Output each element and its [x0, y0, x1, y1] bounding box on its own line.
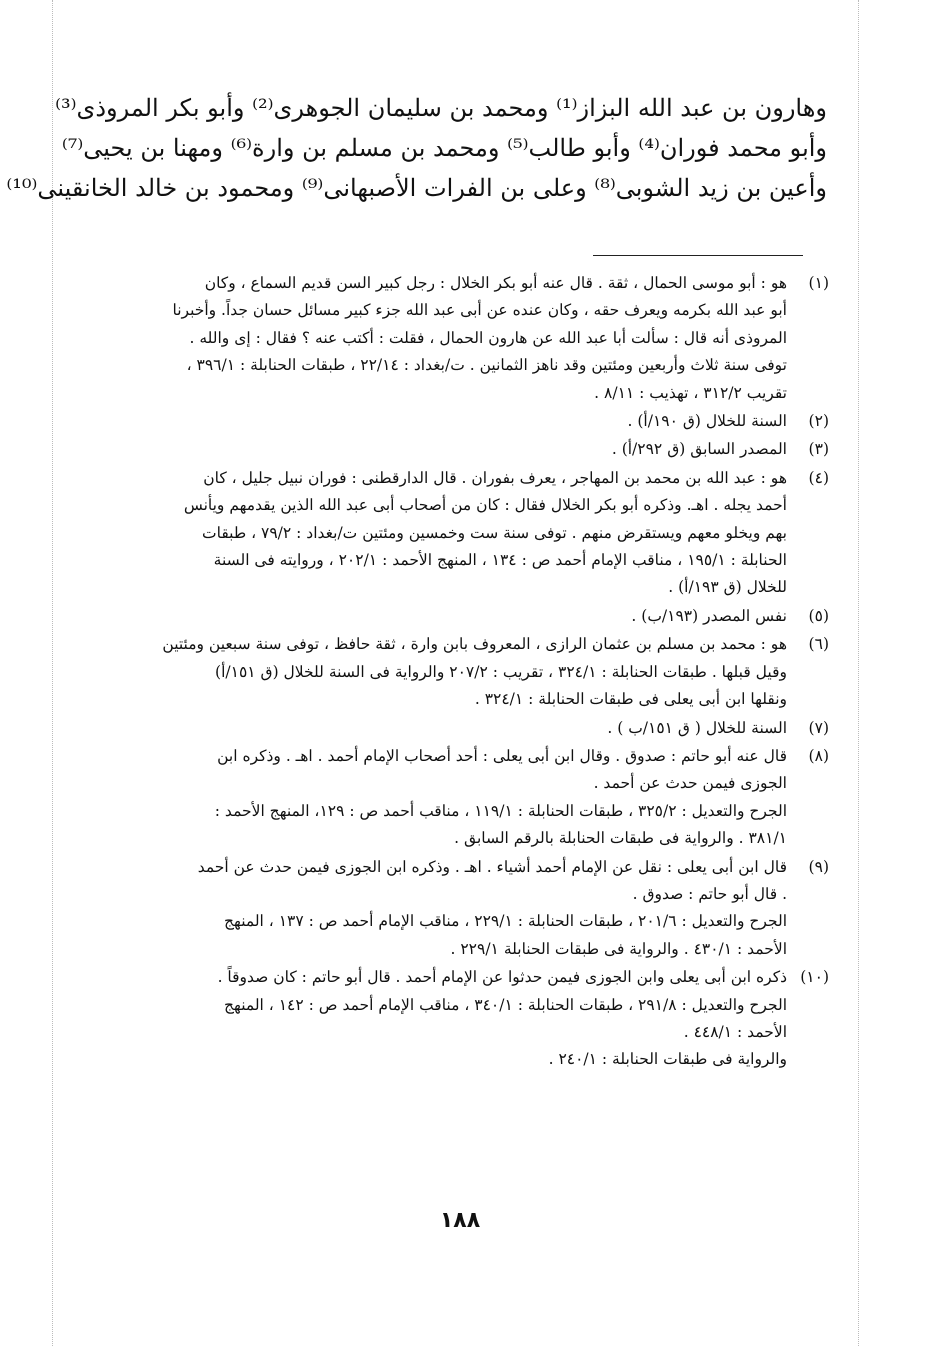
footnote-line: للخلال (ق ١٩٣/أ) .	[668, 578, 787, 597]
footnote-number: (٢)	[808, 412, 829, 431]
footnote-separator	[593, 255, 803, 256]
footnote-body	[94, 270, 787, 407]
scan-margin-line	[858, 0, 859, 1346]
footnote-line: المصدر السابق (ق ٢٩٢/أ) .	[611, 440, 787, 459]
footnote-body	[94, 743, 787, 853]
footnote-body	[94, 964, 787, 1074]
footnote-line: هو : أبو موسى الحمال ، ثقة . قال عنه أبو بكر الخلال : رجل كبير السن قديم السماع ، وكان	[204, 274, 787, 292]
footnote-line: ونقلها ابن أبى يعلى فى طبقات الحنابلة : ٣٢٤/١ .	[474, 690, 787, 709]
footnote-body	[94, 436, 787, 463]
footnote-line: . قال أبو حاتم : صدوق .	[632, 884, 787, 903]
footnote	[94, 743, 829, 853]
footnote-body	[94, 408, 787, 435]
page-number: ١٨٨	[439, 1208, 481, 1233]
footnotes	[94, 270, 829, 1075]
footnote	[94, 436, 829, 463]
main-text-line: وأعين بن زيد الشوبى⁽⁸⁾ وعلى بن الفرات الأصبهانى⁽⁹⁾ ومحمود بن خالد الخانقينى⁽¹⁰⁾	[6, 174, 827, 202]
footnote-line: والرواية فى طبقات الحنابلة : ٢٤٠/١ .	[548, 1050, 787, 1069]
footnote-line: هو : محمد بن مسلم بن عثمان الرازى ، المعروف بابن وارة ، ثقة حافظ ، توفى سنة سبعين ومئتين	[162, 635, 787, 654]
footnote-line: الجوزى فيمن حدث عن أحمد .	[593, 774, 787, 793]
footnote-body	[94, 854, 787, 964]
footnote-line: نفس المصدر (١٩٣/ب) .	[631, 606, 787, 625]
footnote	[94, 465, 829, 602]
footnote-line: السنة للخلال (ق ١٩٠/أ) .	[627, 412, 787, 431]
footnote-line: السنة للخلال ( ق ١٥١/ب ) .	[607, 718, 787, 737]
footnote-line: الجرح والتعديل : ٣٢٥/٢ ، طبقات الحنابلة : ١١٩/١ ، مناقب أحمد ص : ١٢٩، المنهج الأحمد :	[214, 801, 787, 820]
footnote-line: أبو عبد الله بكرمه ويعرف حقه ، وكان عنده عن أبى عبد الله جزء كبير مسائل حسان جداً. وأخبرنا	[172, 301, 787, 320]
footnote	[94, 964, 829, 1074]
footnote-line: الأحمد : ٤٣٠/١ . والرواية فى طبقات الحنابلة ٢٢٩/١ .	[450, 939, 787, 958]
footnote-number: (١)	[808, 274, 829, 292]
footnote-line: ذكره ابن أبى يعلى وابن الجوزى فيمن حدثوا عن الإمام أحمد . قال أبو حاتم : كان صدوقاً .	[217, 968, 787, 987]
footnote	[94, 854, 829, 964]
footnote-line: الجرح والتعديل : ٢٠١/٦ ، طبقات الحنابلة : ٢٢٩/١ ، مناقب الإمام أحمد ص : ١٣٧ ، المنهج	[224, 912, 787, 931]
footnote-line: قال عنه أبو حاتم : صدوق . وقال ابن أبى يعلى : أحد أصحاب الإمام أحمد . اهـ . وذكره ابن	[217, 746, 787, 765]
footnote	[94, 408, 829, 435]
footnote-body	[94, 603, 787, 630]
main-text	[6, 88, 827, 208]
footnote-number: (١٠)	[800, 968, 829, 987]
footnote-line: توفى سنة ثلاث وأربعين ومئتين وقد ناهز الثمانين . ت/بغداد : ٢٢/١٤ ، طبقات الحنابلة : ٣٩٦/١ ،	[186, 356, 787, 375]
footnote	[94, 603, 829, 630]
footnote-number: (٨)	[808, 746, 829, 765]
footnote-number: (٤)	[808, 468, 829, 487]
footnote-body	[94, 465, 787, 602]
footnote-number: (٦)	[808, 635, 829, 654]
footnote-line: قال ابن أبى يعلى : نقل عن الإمام أحمد أشياء . اهـ . وذكره ابن الجوزى فيمن حدث عن أحمد	[197, 857, 787, 876]
footnote-body	[94, 715, 787, 742]
footnote-line: أحمد يجله . اهـ. وذكره أبو بكر الخلال فقال : كان من أصحاب أبى عبد الله الذين يقدمهم ويأنس	[183, 496, 787, 515]
footnote	[94, 715, 829, 742]
footnote-line: هو : عبد الله بن محمد بن المهاجر ، يعرف بفوران . قال الدارقطنى : فوران نبيل جليل ، كان	[203, 468, 787, 487]
main-text-line: وأبو محمد فوران⁽⁴⁾ وأبو طالب⁽⁵⁾ ومحمد بن مسلم بن وارة⁽⁶⁾ ومهنا بن يحيى⁽⁷⁾	[61, 134, 827, 162]
main-text-line: وهارون بن عبد الله البزاز⁽¹⁾ ومحمد بن سليمان الجوهرى⁽²⁾ وأبو بكر المروذى⁽³⁾	[55, 94, 827, 122]
footnote-number: (٥)	[808, 606, 829, 625]
footnote-line: الجرح والتعديل : ٢٩١/٨ ، طبقات الحنابلة : ٣٤٠/١ ، مناقب الإمام أحمد ص : ١٤٢ ، المنهج	[224, 995, 787, 1014]
footnote-line: تقريب ٣١٢/٢ ، تهذيب : ٨/١١ .	[594, 383, 787, 402]
footnote-number: (٧)	[808, 718, 829, 737]
footnote-body	[94, 631, 787, 713]
footnote-line: بهم ويخلو معهم ويستقرض منهم . توفى سنة ست وخمسين ومئتين ت/بغداد : ٧٩/٢ ، طبقات	[202, 523, 787, 542]
footnote	[94, 631, 829, 713]
footnote-number: (٣)	[808, 440, 829, 459]
footnote-line: الأحمد : ٤٤٨/١ .	[683, 1022, 787, 1041]
footnote-line: ٣٨١/١ . والرواية فى طبقات الحنابلة بالرقم السابق .	[454, 829, 787, 848]
footnote	[94, 270, 829, 407]
footnote-line: الحنابلة : ١٩٥/١ ، مناقب الإمام أحمد ص : ١٣٤ ، المنهج الأحمد : ٢٠٢/١ ، وروايته فى السنة	[213, 551, 787, 570]
footnote-line: المروذى أنه قال : سألت أبا عبد الله عن هارون الحمال ، فقلت : أكتب عنه ؟ فقال : إى والله .	[189, 328, 787, 347]
footnote-line: وقيل قبلها . طبقات الحنابلة : ٣٢٤/١ ، تقريب : ٢٠٧/٢ والرواية فى السنة للخلال (ق ١٥١/أ)	[215, 662, 787, 681]
footnote-number: (٩)	[808, 857, 829, 876]
